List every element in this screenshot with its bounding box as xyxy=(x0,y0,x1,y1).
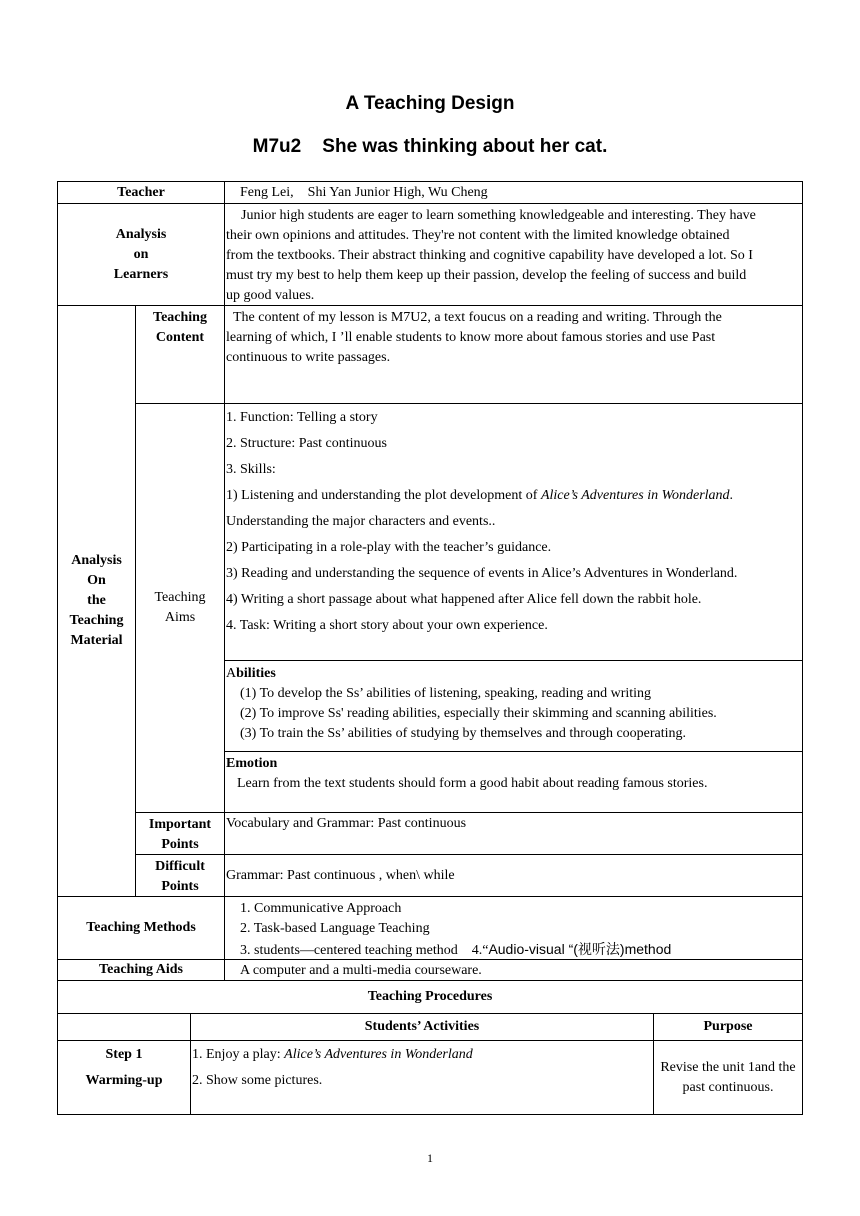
procedures-purpose-header-cell xyxy=(653,1013,803,1041)
aims-item-1: 1. Function: Telling a story xyxy=(226,410,378,425)
important-label-cell xyxy=(135,812,225,855)
step1-label-line-1: Step 1 xyxy=(105,1047,143,1062)
important-value: Vocabulary and Grammar: Past continuous xyxy=(226,816,467,831)
page-number: 1 xyxy=(427,1151,433,1165)
teacher-value-cell xyxy=(224,181,803,204)
document-title: A Teaching Design xyxy=(345,93,515,114)
methods-label-cell xyxy=(57,896,225,960)
learners-label-line-3: Learners xyxy=(113,266,169,282)
aids-label-cell xyxy=(57,959,225,981)
content-line-3: continuous to write passages. xyxy=(226,350,391,365)
step1-activity-1 xyxy=(192,1042,652,1068)
material-label-line-1: Analysis xyxy=(71,553,122,568)
aids-value-cell xyxy=(224,959,803,981)
aims-item2-1: Understanding the major characters and events.. xyxy=(226,514,496,529)
document-subtitle: M7u2 She was thinking about her cat. xyxy=(252,136,608,157)
procedures-activities-header: Students’ Activities xyxy=(364,1019,480,1034)
procedures-title-cell xyxy=(57,980,803,1014)
aims-skill-1 xyxy=(226,483,801,509)
abilities-cell xyxy=(224,660,803,752)
step1-activity-1-title: Alice’s Adventures in Wonderland xyxy=(284,1047,473,1062)
content-line-2: learning of which, I ’ll enable students to know more about famous stories and use Past xyxy=(226,330,716,345)
difficult-label-line-1: Difficult xyxy=(155,859,205,874)
emotion-title: Emotion xyxy=(226,756,278,771)
material-label-line-3: the xyxy=(87,593,106,608)
methods-item-3-serif: 3. students—centered teaching method 4.“ xyxy=(240,943,489,958)
aims-item2-5: 4. Task: Writing a short story about your own experience. xyxy=(226,618,548,633)
step1-activity-1-prefix: 1. Enjoy a play: xyxy=(192,1047,285,1062)
methods-item-3 xyxy=(240,939,802,961)
abilities-title-first: A xyxy=(226,666,237,681)
step1-activity-2: 2. Show some pictures. xyxy=(192,1073,323,1088)
learners-line-5: up good values. xyxy=(226,288,315,303)
important-value-cell xyxy=(224,812,803,855)
material-label-line-5: Material xyxy=(70,633,123,648)
learners-line-4: must try my best to help them keep up their passion, develop the feeling of success and build xyxy=(226,268,747,283)
teacher-label: Teacher xyxy=(117,184,165,200)
step1-label-cell xyxy=(57,1040,191,1115)
aids-value: A computer and a multi-media courseware. xyxy=(240,963,482,978)
abilities-title xyxy=(226,664,801,684)
learners-line-1: Junior high students are eager to learn something knowledgeable and interesting. They have xyxy=(241,208,756,223)
procedures-title: Teaching Procedures xyxy=(367,989,493,1004)
emotion-text: Learn from the text students should form a good habit about reading famous stories. xyxy=(237,776,708,791)
methods-label: Teaching Methods xyxy=(86,920,196,935)
methods-value-cell xyxy=(224,896,803,960)
aims-item2-3: 3) Reading and understanding the sequence of events in Alice’s Adventures in Wonderland. xyxy=(226,566,738,581)
learners-label-line-2: on xyxy=(133,246,149,262)
difficult-value-cell xyxy=(224,854,803,897)
abilities-item-1: (1) To develop the Ss’ abilities of listening, speaking, reading and writing xyxy=(240,686,652,701)
aims-item-3: 3. Skills: xyxy=(226,462,276,477)
step1-purpose-line-2: past continuous. xyxy=(682,1079,774,1095)
abilities-item-3: (3) To train the Ss’ abilities of studying by themselves and through cooperating. xyxy=(240,726,687,741)
procedures-step-header-cell xyxy=(57,1013,191,1041)
material-label-cell xyxy=(57,305,136,897)
methods-item-3-sans: Audio-visual “(视听法)method xyxy=(488,941,672,957)
aims-text-cell xyxy=(224,403,803,661)
aims-item2-4: 4) Writing a short passage about what happened after Alice fell down the rabbit hole. xyxy=(226,592,702,607)
learners-label-cell xyxy=(57,203,225,306)
step1-purpose-line-1: Revise the unit 1and the xyxy=(660,1059,796,1075)
content-line-1: The content of my lesson is M7U2, a text foucus on a reading and writing. Through the xyxy=(233,310,722,325)
aids-label: Teaching Aids xyxy=(99,962,183,977)
learners-text-cell xyxy=(224,203,803,306)
content-label-line-1: Teaching xyxy=(153,310,207,325)
aims-label-line-1: Teaching xyxy=(154,590,206,605)
aims-skill-1-suffix: . xyxy=(729,488,734,503)
step1-label-line-2: Warming-up xyxy=(85,1073,163,1088)
important-label-line-2: Points xyxy=(161,837,199,852)
methods-item-1: 1. Communicative Approach xyxy=(240,901,402,916)
content-label-cell xyxy=(135,305,225,404)
difficult-label-cell xyxy=(135,854,225,897)
aims-skill-1-title: Alice’s Adventures in Wonderland xyxy=(540,488,730,503)
aims-item2-2: 2) Participating in a role-play with the teacher’s guidance. xyxy=(226,540,552,555)
abilities-title-rest: bilities xyxy=(236,666,276,681)
content-text-cell xyxy=(224,305,803,404)
methods-item-2: 2. Task-based Language Teaching xyxy=(240,921,430,936)
important-label-line-1: Important xyxy=(148,817,212,832)
learners-line-2: their own opinions and attitudes. They're not content with the limited knowledge obtained xyxy=(226,228,730,243)
emotion-cell xyxy=(224,751,803,813)
learners-line-3: from the textbooks. Their abstract thinking and cognitive capability have developed a lot. So I xyxy=(226,248,753,263)
procedures-purpose-header: Purpose xyxy=(703,1019,753,1034)
aims-label-line-2: Aims xyxy=(164,610,196,625)
step1-purpose-cell xyxy=(653,1040,803,1115)
learners-label-line-1: Analysis xyxy=(115,226,167,242)
difficult-label-line-2: Points xyxy=(161,879,199,894)
teacher-label-cell xyxy=(57,181,225,204)
aims-item-2: 2. Structure: Past continuous xyxy=(226,436,387,451)
aims-label-cell xyxy=(135,403,225,813)
aims-skill-1-prefix: 1) Listening and understanding the plot development of xyxy=(226,488,541,503)
procedures-activities-header-cell xyxy=(190,1013,654,1041)
material-label-line-4: Teaching xyxy=(69,613,124,628)
teacher-value: Feng Lei, Shi Yan Junior High, Wu Cheng xyxy=(240,185,488,200)
abilities-item-2: (2) To improve Ss' reading abilities, especially their skimming and scanning abilities. xyxy=(240,706,717,721)
material-label-line-2: On xyxy=(87,573,106,588)
step1-activities-cell xyxy=(190,1040,654,1115)
content-label-line-2: Content xyxy=(155,330,205,345)
difficult-value: Grammar: Past continuous , when\ while xyxy=(226,867,455,883)
